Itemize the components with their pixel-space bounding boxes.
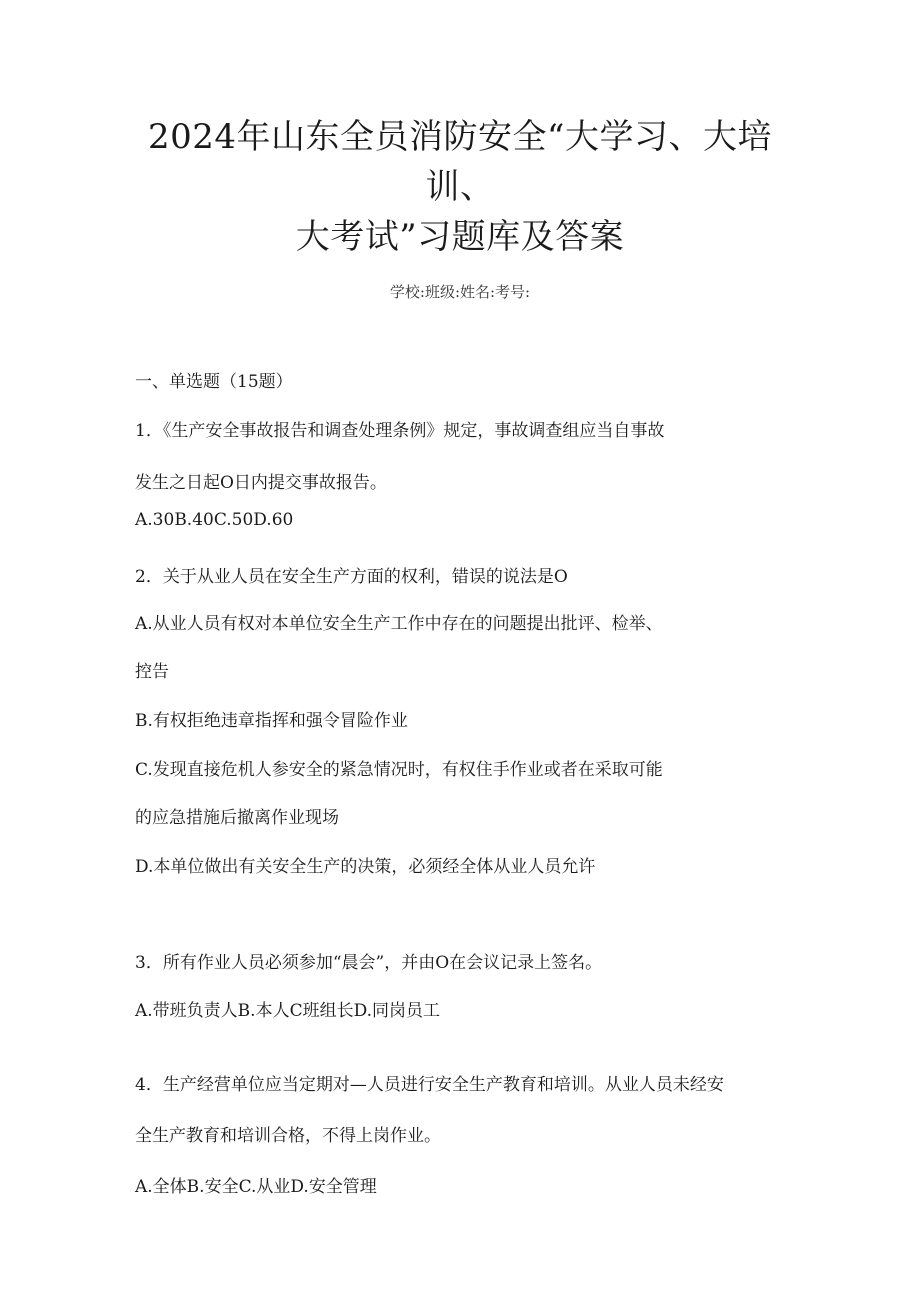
question-3-options: A.带班负责人B.本人C班组长D.同岗员工 (135, 1001, 441, 1021)
question-1-line-1: 1．《生产安全事故报告和调查处理条例》规定，事故调查组应当自事故 (135, 421, 665, 441)
title-line-3: 大考试”习题库及答案 (295, 217, 625, 257)
title-line-1: 2024年山东全员消防安全“大学习、大培 (148, 117, 772, 157)
question-4-line-2: 全生产教育和培训合格，不得上岗作业。 (135, 1126, 441, 1146)
question-2-option-a-cont: 控告 (135, 662, 169, 682)
question-2-option-a: A.从业人员有权对本单位安全生产工作中存在的问题提出批评、检举、 (135, 614, 663, 634)
question-1-options: A.30B.40C.50D.60 (135, 510, 294, 530)
question-1-line-2: 发生之日起O日内提交事故报告。 (135, 473, 387, 493)
question-4-options: A.全体B.安全C.从业D.安全管理 (135, 1177, 377, 1197)
question-3-line-1: 3．所有作业人员必须参加“晨会”，并由O在会议记录上签名。 (135, 953, 603, 973)
section-heading: 一、单选题（15题） (135, 372, 293, 392)
question-2-option-b: B.有权拒绝违章指挥和强令冒险作业 (135, 711, 408, 731)
document-title (0, 112, 920, 262)
question-2-option-d: D.本单位做出有关安全生产的决策，必须经全体从业人员允许 (135, 857, 596, 877)
student-info-line: 学校:班级:姓名:考号: (389, 283, 531, 301)
question-4-line-1: 4．生产经营单位应当定期对—人员进行安全生产教育和培训。从业人员未经安 (135, 1075, 724, 1095)
question-2-option-c-cont: 的应急措施后撤离作业现场 (135, 808, 339, 828)
question-2-option-c: C.发现直接危机人参安全的紧急情况时，有权住手作业或者在采取可能 (135, 760, 663, 780)
title-line-2: 训、 (425, 167, 495, 207)
question-2-line-1: 2．关于从业人员在安全生产方面的权利，错误的说法是O (135, 567, 568, 587)
